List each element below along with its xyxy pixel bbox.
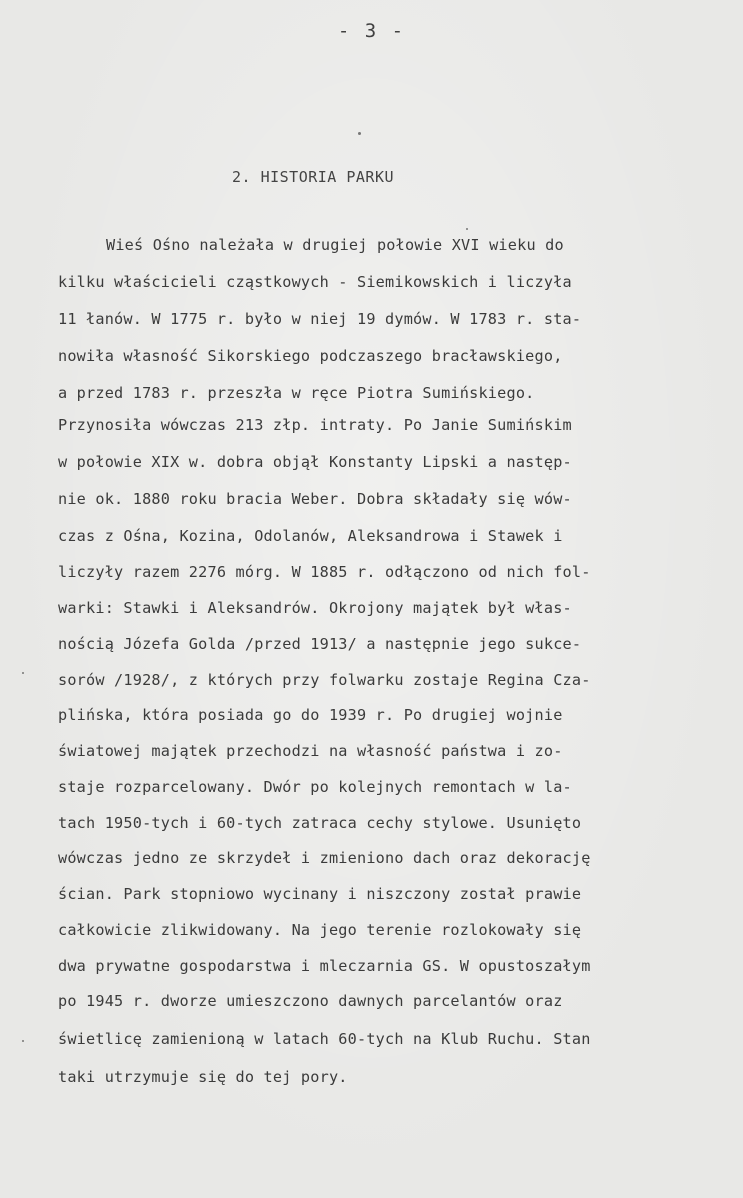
body-line: dwa prywatne gospodarstwa i mleczarnia GS. W opustoszałym [58, 957, 591, 975]
body-line: plińska, która posiada go do 1939 r. Po drugiej wojnie [58, 706, 563, 724]
paper-speck [22, 1040, 24, 1042]
body-line: Przynosiła wówczas 213 złp. intraty. Po Janie Sumińskim [58, 416, 572, 434]
body-line: kilku właścicieli cząstkowych - Siemikowskich i liczyła [58, 273, 572, 291]
body-line: po 1945 r. dworze umieszczono dawnych parcelantów oraz [58, 992, 563, 1010]
body-line: nie ok. 1880 roku bracia Weber. Dobra składały się wów- [58, 490, 572, 508]
body-line: nowiła własność Sikorskiego podczaszego bracławskiego, [58, 347, 563, 365]
body-line: w połowie XIX w. dobra objął Konstanty Lipski a następ- [58, 453, 572, 471]
body-line: wówczas jedno ze skrzydeł i zmieniono dach oraz dekorację [58, 849, 591, 867]
body-line: całkowicie zlikwidowany. Na jego terenie rozlokowały się [58, 921, 582, 939]
body-line: ścian. Park stopniowo wycinany i niszczony został prawie [58, 885, 582, 903]
body-line: 11 łanów. W 1775 r. było w niej 19 dymów. W 1783 r. sta- [58, 310, 582, 328]
paper-speck [358, 132, 361, 135]
body-line: czas z Ośna, Kozina, Odolanów, Aleksandrowa i Stawek i [58, 527, 563, 545]
body-line: tach 1950-tych i 60-tych zatraca cechy stylowe. Usunięto [58, 814, 582, 832]
body-line: staje rozparcelowany. Dwór po kolejnych remontach w la- [58, 778, 572, 796]
body-line: świetlicę zamienioną w latach 60-tych na Klub Ruchu. Stan [58, 1030, 591, 1048]
paper-speck [22, 672, 24, 674]
body-line: a przed 1783 r. przeszła w ręce Piotra Sumińskiego. [58, 384, 535, 402]
section-title: 2. HISTORIA PARKU [232, 168, 395, 186]
paper-speck [466, 228, 468, 230]
body-line: taki utrzymuje się do tej pory. [58, 1068, 348, 1086]
body-line: Wieś Ośno należała w drugiej połowie XVI wieku do [106, 236, 564, 254]
body-line: warki: Stawki i Aleksandrów. Okrojony majątek był włas- [58, 599, 572, 617]
body-line: liczyły razem 2276 mórg. W 1885 r. odłączono od nich fol- [58, 563, 591, 581]
body-line: nością Józefa Golda /przed 1913/ a następnie jego sukce- [58, 635, 582, 653]
page-number: - 3 - [337, 20, 406, 42]
body-line: sorów /1928/, z których przy folwarku zostaje Regina Cza- [58, 671, 591, 689]
body-line: światowej majątek przechodzi na własność państwa i zo- [58, 742, 563, 760]
